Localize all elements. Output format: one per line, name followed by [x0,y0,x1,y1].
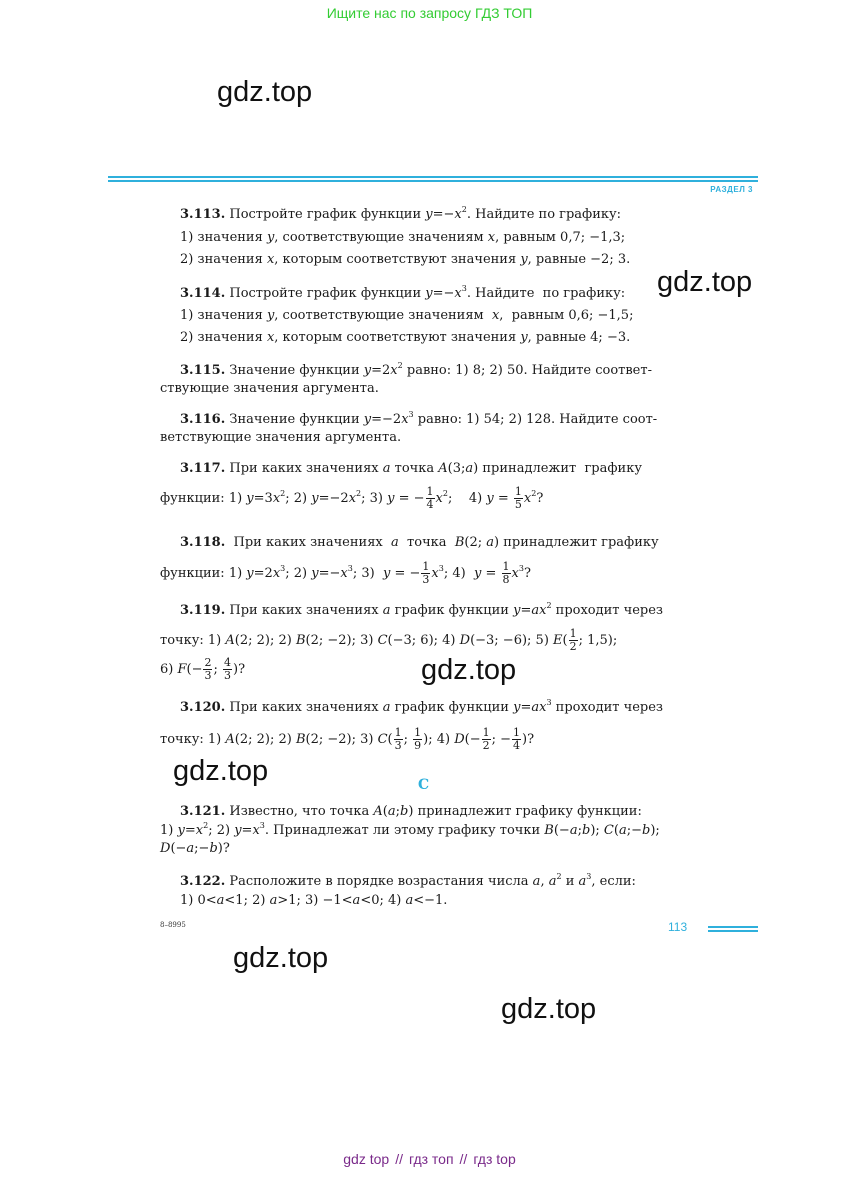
problem-3-113-line-1: 3.113. Постройте график функции $y=-x^2$. Найдите по графику: [180,205,622,222]
page-number: 113 [668,920,688,934]
problem-3-113-line-2: 1) значения y, соответствующие значениям x, равным 0,7; −1,3; [180,230,626,245]
footer-separator: // [459,1151,468,1167]
footer-link[interactable]: gdz top [343,1151,390,1167]
problem-3-117-line-2: функции: 1) $y=3x^2$; 2) $y=-2x^2$; 3) y = − $\frac{1}{4}$ $x^2$; 4) y = $\frac{1}{5}$ $x^2$? [160,485,544,511]
problem-3-120-line-1: 3.120. При каких значениях a график функции $y=ax^3$ проходит через [180,698,664,715]
page-number-rule [708,930,758,932]
problem-3-114-line-1: 3.114. Постройте график функции $y=-x^3$. Найдите по графику: [180,284,626,301]
problem-3-121-line-2: 1) $y=x^2$; 2) $y=x^3$. Принадлежат ли этому графику точки B(−a;b); C(a;−b); [160,821,660,838]
problem-3-114-line-2: 1) значения y, соответствующие значениям x, равным 0,6; −1,5; [180,308,634,323]
problem-3-122-line-2: 1) 0<a<1; 2) a>1; 3) −1<a<0; 4) a<−1. [180,893,448,908]
problem-3-116-line-1: 3.116. Значение функции $y=-2x^3$ равно: 1) 54; 2) 128. Найдите соот- [180,410,658,427]
section-tag: РАЗДЕЛ 3 [710,185,753,194]
watermark: gdz.top [501,993,597,1025]
problem-3-121-line-1: 3.121. Известно, что точка A(a;b) принадлежит графику функции: [180,804,642,819]
problem-3-117-line-1: 3.117. При каких значениях a точка A(3;a) принадлежит графику [180,461,642,476]
problem-3-121-line-3: D(−a;−b)? [160,841,230,856]
problem-3-120-line-2: точку: 1) A(2; 2); 2) B(2; −2); 3) C( $\frac{1}{3}$ ; $\frac{1}{9}$ ); 4) D(− $\frac{1}{2}$ ; − $\frac{1}{4}$ )? [160,726,535,752]
problem-3-115-line-2: ствующие значения аргумента. [160,381,379,396]
page-number-rule [708,926,758,928]
header-rule [108,176,758,178]
problem-3-114-line-3: 2) значения x, которым соответствуют значения y, равные 4; −3. [180,330,631,345]
problem-3-119-line-1: 3.119. При каких значениях a график функции $y=ax^2$ проходит через [180,601,664,618]
footer-links [0,1151,859,1167]
problem-3-116-line-2: ветствующие значения аргумента. [160,430,402,445]
problem-3-115-line-1: 3.115. Значение функции $y=2x^2$ равно: 1) 8; 2) 50. Найдите соответ- [180,361,652,378]
print-code: 8–8995 [160,921,186,929]
problem-3-122-line-1: 3.122. Расположите в порядке возрастания числа a, $a^2$ и $a^3$, если: [180,872,636,889]
watermark: gdz.top [233,942,329,974]
watermark: gdz.top [421,654,517,686]
top-banner[interactable]: Ищите нас по запросу ГДЗ ТОП [326,5,533,21]
problem-3-118-line-1: 3.118. При каких значениях a точка B(2; a) принадлежит графику [180,535,659,550]
footer-link[interactable]: гдз top [473,1151,516,1167]
header-rule [108,180,758,182]
problem-3-119-line-3: 6) F(− $\frac{2}{3}$ ; $\frac{4}{3}$ )? [160,656,246,682]
footer-separator: // [395,1151,403,1167]
watermark: gdz.top [217,76,313,108]
problem-3-119-line-2: точку: 1) A(2; 2); 2) B(2; −2); 3) C(−3; 6); 4) D(−3; −6); 5) E( $\frac{1}{2}$ ; 1,5); [160,627,618,653]
watermark: gdz.top [173,755,269,787]
section-letter: C [418,777,430,793]
footer-link[interactable]: гдз топ [408,1151,454,1167]
problem-3-113-line-3: 2) значения x, которым соответствуют значения y, равные −2; 3. [180,252,631,267]
watermark: gdz.top [657,266,753,298]
problem-3-118-line-2: функции: 1) $y=2x^3$; 2) $y=-x^3$; 3) y = − $\frac{1}{3}$ $x^3$; 4) y = $\frac{1}{8}$ $x^3$? [160,560,531,586]
